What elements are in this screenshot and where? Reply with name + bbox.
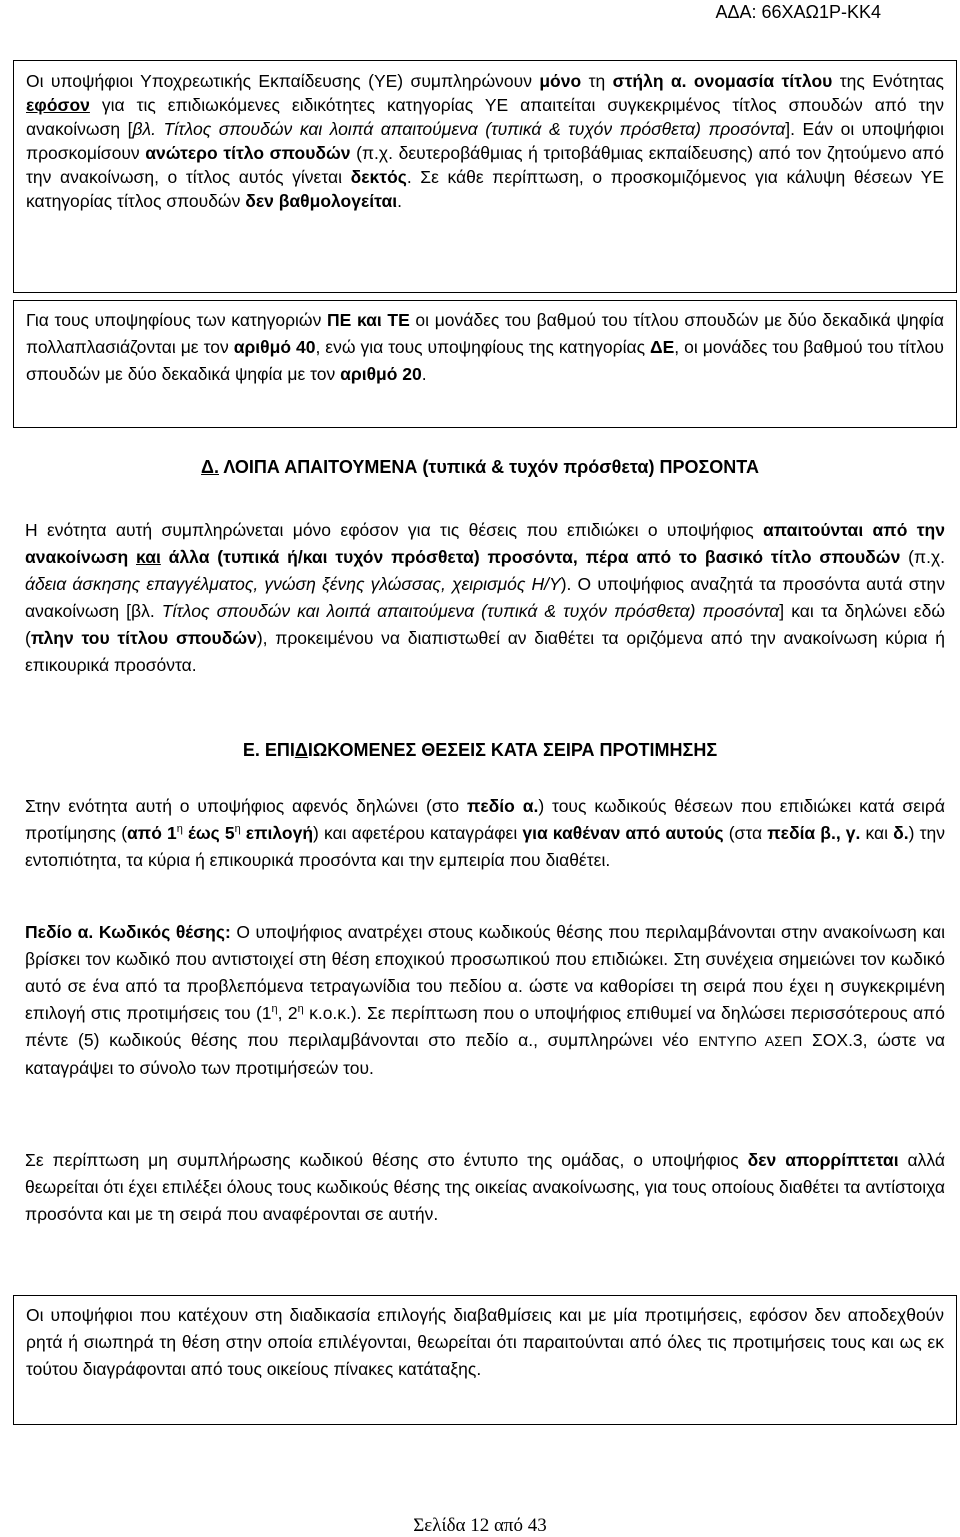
note-preferences-text: Οι υποψήφιοι που κατέχουν στη διαδικασία επιλογής διαβαθμίσεις και με μία προτιμήσεις, εφόσον δεν αποδεχθούν ρητά ή σιωπηρά τη θέση στην οποία επιλέγονται, θεωρείται ότι παραιτούνται από όλες τις προτιμήσεις τους και ως εκ τούτου διαγράφονται από τους οικείους πίνακες κατάταξης. (26, 1305, 944, 1379)
note-grade-text: Για τους υποψηφίους των κατηγοριών ΠΕ και ΤΕ οι μονάδες του βαθμού του τίτλου σπουδών με δύο δεκαδικά ψηφία πολλαπλασιάζονται με τον αριθμό 40, ενώ για τους υποψηφίους της κατηγορίας ΔΕ, οι μονάδες του βαθμού του τίτλου σπουδών με δύο δεκαδικά ψηφία με τον αριθμό 20. (26, 310, 945, 384)
page-number: Σελίδα 12 από 43 (413, 1515, 547, 1536)
note-box-ye (13, 60, 957, 293)
note-box-preferences (13, 1295, 957, 1425)
section-d-heading: Δ. ΛΟΙΠΑ ΑΠΑΙΤΟΥΜΕΝΑ (τυπικά & τυχόν πρόσθετα) ΠΡΟΣΟΝΤΑ (201, 457, 759, 477)
section-e-heading: Ε. ΕΠΙΔΙΩΚΟΜΕΝΕΣ ΘΕΣΕΙΣ ΚΑΤΑ ΣΕΙΡΑ ΠΡΟΤΙΜΗΣΗΣ (242, 740, 718, 760)
ada-code: ΑΔΑ: 66ΧΑΩ1Ρ-ΚΚ4 (715, 2, 881, 22)
pedio-a-label: Πεδίο α. Κωδικός θέσης: (25, 922, 231, 942)
pedio-a-text: Πεδίο α. Κωδικός θέσης: Ο υποψήφιος ανατρέχει στους κωδικούς θέσης που περιλαμβάνονται στην ανακοίνωση και βρίσκει τον κωδικό που αντιστοιχεί στη θέση εποχικού προσωπικού που επιδιώκει. Στη συνέχεια σημειώνει τον κωδικό αυτό σε ένα από τα προβλεπόμενα τετραγωνίδια του πεδίου α. ώστε να καθορίσει τη σειρά που έχει η συγκεκριμένη επιλογή στις προτιμήσεις του ($1^\eta$, $2^\eta$ κ.ο.κ.). Σε περίπτωση που ο υποψήφιος επιθυμεί να δηλώσει περισσότερους από πέντε (5) κωδικούς θέσης που περιλαμβάνονται στο πεδίο α., συμπληρώνει νέο ΕΝΤΥΠΟ ΑΣΕΠ ΣΟΧ.3, ώστε να καταγράψει το σύνολο των προτιμήσεών του. (25, 922, 946, 1078)
note-ye-text: Οι υποψήφιοι Υποχρεωτικής Εκπαίδευσης (ΥΕ) συμπληρώνουν μόνο τη στήλη α. ονομασία τίτλου της Ενότητας εφόσον για τις επιδιωκόμενες ειδικότητες κατηγορίας ΥΕ απαιτείται συγκεκριμένος τίτλος σπουδών από την ανακοίνωση [βλ. Τίτλος σπουδών και λοιπά απαιτούμενα (τυπικά & τυχόν πρόσθετα) προσόντα]. Εάν οι υποψήφιοι προσκομίσουν ανώτερο τίτλο σπουδών (π.χ. δευτεροβάθμιας ή τριτοβάθμιας εκπαίδευσης) από τον ζητούμενο από την ανακοίνωση, ο τίτλος αυτός γίνεται δεκτός. Σε κάθε περίπτωση, ο προσκομιζόμενος για κάλυψη θέσεων ΥΕ κατηγορίας τίτλος σπουδών δεν βαθμολογείται. (26, 71, 945, 211)
note-box-grade (13, 300, 957, 428)
section-d-text: Η ενότητα αυτή συμπληρώνεται μόνο εφόσον για τις θέσεις που επιδιώκει ο υποψήφιος απαιτούνται από την ανακοίνωση και άλλα (τυπικά ή/και τυχόν πρόσθετα) προσόντα, πέρα από το βασικό τίτλο σπουδών (π.χ. άδεια άσκησης επαγγέλματος, γνώση ξένης γλώσσας, χειρισμός Η/Υ). Ο υποψήφιος αναζητά τα προσόντα αυτά στην ανακοίνωση [βλ. Τίτλος σπουδών και λοιπά απαιτούμενα (τυπικά & τυχόν πρόσθετα) προσόντα] και τα δηλώνει εδώ (πλην του τίτλου σπουδών), προκειμένου να διαπιστωθεί αν διαθέτει τα οριζόμενα από την ανακοίνωση κύρια ή επικουρικά προσόντα. (25, 520, 946, 675)
no-code-text: Σε περίπτωση μη συμπλήρωσης κωδικού θέσης στο έντυπο της ομάδας, ο υποψήφιος δεν απορρίπτεται αλλά θεωρείται ότι έχει επιλέξει όλους τους κωδικούς θέσης της οικείας ανακοίνωσης, για τους οποίους διαθέτει τα αντίστοιχα προσόντα και με τη σειρά που αναφέρονται σε αυτήν. (25, 1150, 945, 1224)
section-e-text: Στην ενότητα αυτή ο υποψήφιος αφενός δηλώνει (στο πεδίο α.) τους κωδικούς θέσεων που επιδιώκει κατά σειρά προτίμησης (από $1^\eta$ έως $5^\eta$ επιλογή) και αφετέρου καταγράφει για καθέναν από αυτούς (στα πεδία β., γ. και δ.) την εντοπιότητα, τα κύρια ή επικουρικά προσόντα και την εμπειρία που διαθέτει. (25, 796, 945, 870)
